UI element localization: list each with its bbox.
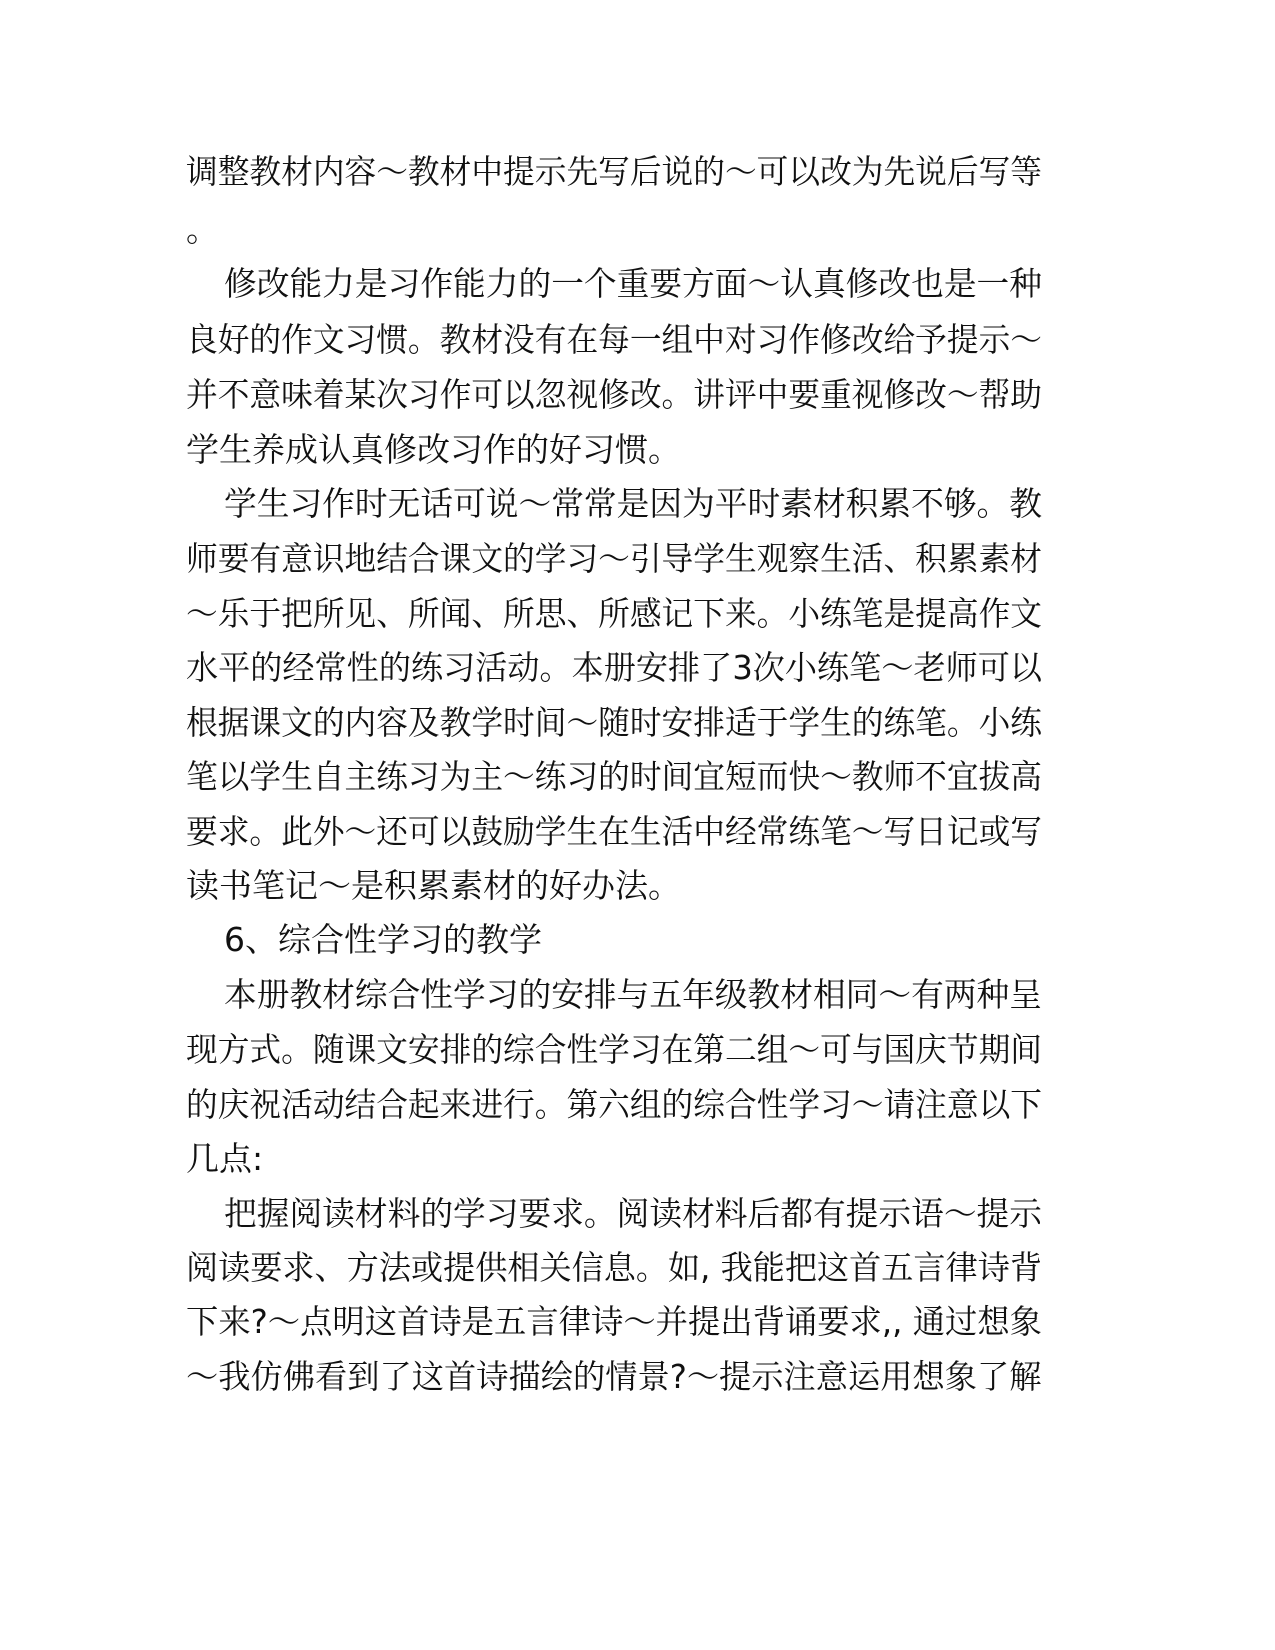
text-line: 笔以学生自主练习为主～练习的时间宜短而快～教师不宜拔高 — [186, 757, 1042, 796]
text-line: 水平的经常性的练习活动。本册安排了3次小练笔～老师可以 — [186, 648, 1042, 687]
text-line: 师要有意识地结合课文的学习～引导学生观察生活、积累素材 — [186, 539, 1042, 578]
paragraph-first-line: 把握阅读材料的学习要求。阅读材料后都有提示语～提示 — [224, 1194, 1042, 1233]
text-line: 调整教材内容～教材中提示先写后说的～可以改为先说后写等 — [186, 152, 1042, 191]
text-line: 学生养成认真修改习作的好习惯。 — [186, 430, 681, 469]
text-line: 读书笔记～是积累素材的好办法。 — [186, 866, 681, 905]
paragraph-first-line: 本册教材综合性学习的安排与五年级教材相同～有两种呈 — [224, 975, 1042, 1014]
text-line: 几点: — [186, 1139, 264, 1178]
text-line: 根据课文的内容及教学时间～随时安排适于学生的练笔。小练 — [186, 703, 1042, 742]
text-line: 现方式。随课文安排的综合性学习在第二组～可与国庆节期间 — [186, 1030, 1042, 1069]
text-line: 并不意味着某次习作可以忽视修改。讲评中要重视修改～帮助 — [186, 375, 1042, 414]
text-line: 要求。此外～还可以鼓励学生在生活中经常练笔～写日记或写 — [186, 812, 1042, 851]
text-line: 的庆祝活动结合起来进行。第六组的综合性学习～请注意以下 — [186, 1085, 1042, 1124]
text-line: ～乐于把所见、所闻、所思、所感记下来。小练笔是提高作文 — [186, 594, 1042, 633]
text-line: ～我仿佛看到了这首诗描绘的情景?～提示注意运用想象了解 — [186, 1357, 1042, 1396]
text-line: 。 — [186, 210, 219, 249]
paragraph-first-line: 学生习作时无话可说～常常是因为平时素材积累不够。教 — [224, 484, 1042, 523]
section-heading: 6、综合性学习的教学 — [224, 920, 542, 959]
paragraph-first-line: 修改能力是习作能力的一个重要方面～认真修改也是一种 — [224, 264, 1042, 303]
text-line: 良好的作文习惯。教材没有在每一组中对习作修改给予提示～ — [186, 320, 1042, 359]
text-line: 下来?～点明这首诗是五言律诗～并提出背诵要求,, 通过想象 — [186, 1302, 1042, 1341]
text-line: 阅读要求、方法或提供相关信息。如, 我能把这首五言律诗背 — [186, 1248, 1042, 1287]
